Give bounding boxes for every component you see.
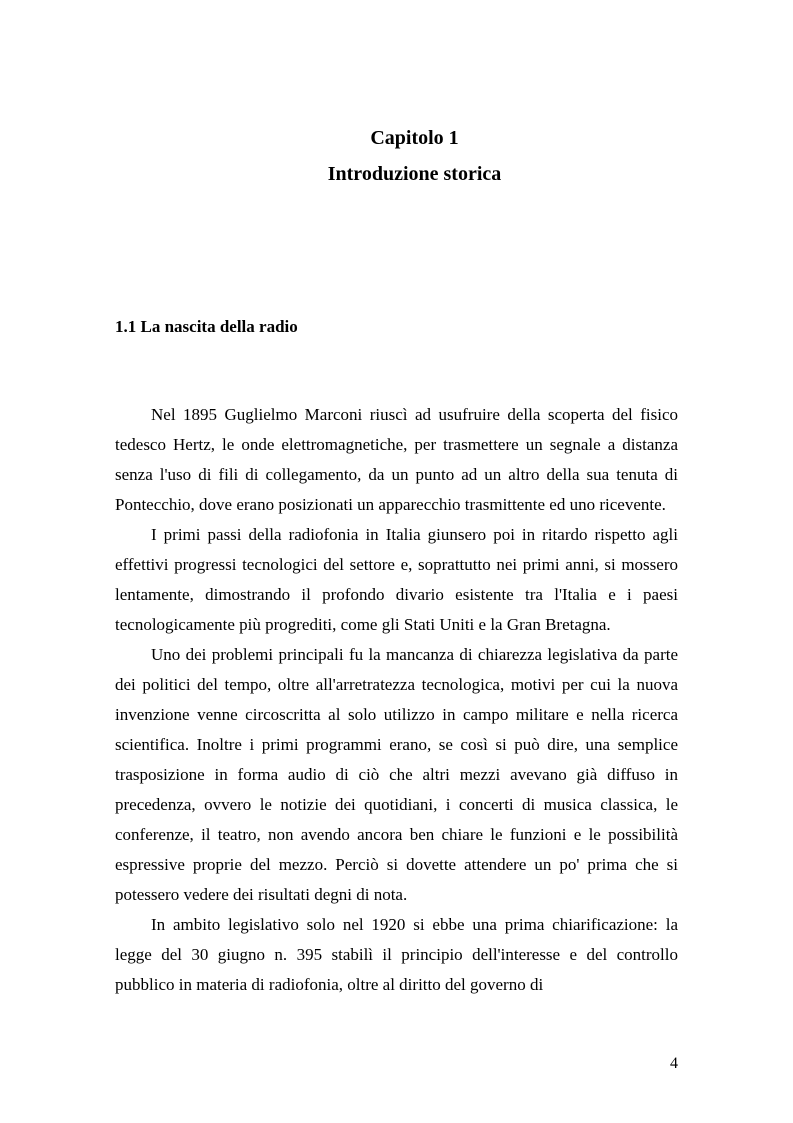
page-number: 4 [670,1055,678,1072]
paragraph-3: Uno dei problemi principali fu la mancanza di chiarezza legislativa da parte dei politici del tempo, oltre all'arretratezza tecnologica, motivi per cui la nuova invenzione venne circoscritta al solo utilizzo in campo militare e nella ricerca scientifica. Inoltre i primi programmi erano, se così si può dire, una semplice trasposizione in forma audio di ciò che altri mezzi avevano già diffuso in precedenza, ovvero le notizie dei quotidiani, i concerti di musica classica, le conferenze, il teatro, non avendo ancora ben chiare le funzioni e le possibilità espressive proprie del mezzo. Perciò si dovette attendere un po' prima che si potessero vedere dei risultati degni di nota. [115,645,678,904]
chapter-title: Introduzione storica [327,163,502,185]
paragraph-4: In ambito legislativo solo nel 1920 si ebbe una prima chiarificazione: la legge del 30 giugno n. 395 stabilì il principio dell'interesse e del controllo pubblico in materia di radiofonia, oltre al diritto del governo di [115,915,678,994]
paragraph-1: Nel 1895 Guglielmo Marconi riuscì ad usufruire della scoperta del fisico tedesco Hertz, le onde elettromagnetiche, per trasmettere un segnale a distanza senza l'uso di fili di collegamento, da un punto ad un altro della sua tenuta di Pontecchio, dove erano posizionati un apparecchio trasmittente ed uno ricevente. [115,405,678,514]
section-heading: 1.1 La nascita della radio [115,317,298,336]
paragraph-2: I primi passi della radiofonia in Italia giunsero poi in ritardo rispetto agli effettivi progressi tecnologici del settore e, soprattutto nei primi anni, si mossero lentamente, dimostrando il profondo divario esistente tra l'Italia e i paesi tecnologicamente più progrediti, come gli Stati Uniti e la Gran Bretagna. [115,525,678,634]
chapter-number: Capitolo 1 [370,127,459,149]
body-text [115,400,678,1000]
